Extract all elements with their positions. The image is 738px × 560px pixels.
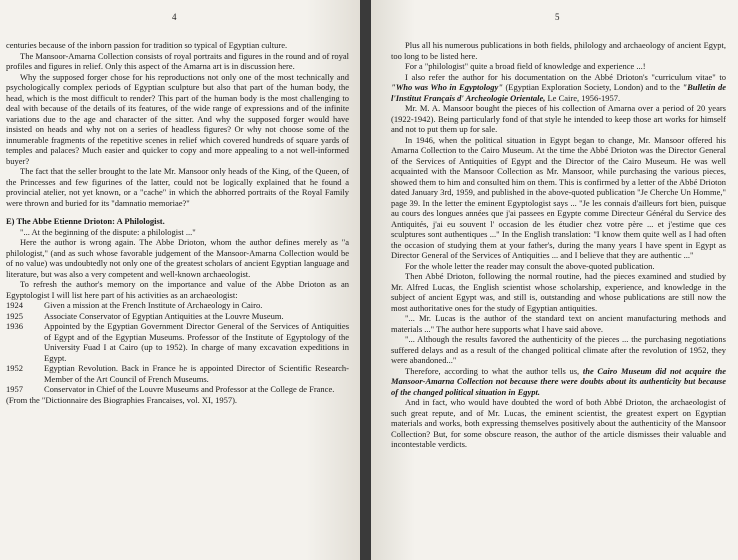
timeline-text: Appointed by the Egyptian Government Director General of the Services of Antiquities of Egypt and of the Egyptian Museums. Professor of the Institute of Egyptology of the University Fuad I at Cairo (up to 1952). In charge of many excavation expeditions in Egypt. — [44, 321, 349, 363]
text-run: (Egyptian Exploration Society, London) and to the — [502, 82, 683, 92]
emphasis: the Cairo Museum did not acquire the Mansoor-Amarna Collection not because there were doubts about its authenticity but because of the changed political situation in Egypt. — [391, 365, 726, 397]
timeline-row — [6, 321, 349, 363]
paragraph: Then Abbé Drioton, following the normal routine, had the pieces examined and studied by Mr. Alfred Lucas, the English scientist whose scholarship, experience, and knowledge in the subject of ancient Egypt was, and still is, outstanding and whose publications are still now the most authoritative ones for the study of Egyptian antiquities. — [391, 271, 726, 313]
timeline-text: Conservator in Chief of the Louvre Museums and Professor at the College de France. — [44, 384, 335, 394]
reference-title: "Bulletin de l'Institut Français d' Archeologie Orientale, — [391, 82, 726, 103]
page-number: 4 — [172, 12, 177, 22]
paragraph: In 1946, when the political situation in Egypt began to change, Mr. Mansoor offered his Amarna Collection to the Cairo Museum. At the time the Abbé Drioton was the Director General of the Services of Antiquities of Egypt and the Director of the Cairo Museum. He was well acquainted with the Mansoor Collection as Mr. Mansoor, while purchasing the various pieces, showed them to him and consulted him on them. This is confirmed by a letter of the Abbé Drioton dated January 3rd, 1959, and published in the above-quoted publication "Je Cherche Un Homme," page 39. In the letter the eminent Egyptologist says ... "Je les connais d'ailleurs fort bien, puisque au cours des longues années que j'ai passees en Egypte comme Directeur Général du Service des Antiquités, j'ai eu souvent l' occasion de les étudier chez votre père ... et j'estime que ces sculptures sont authentiques ..." In the English translation: "I know them quite well as I had often the occasion of studying them at your father's, during the many years I have spent in Egypt as Director General of the Services of Antiquities ... and I believe that they are authentic ..." — [391, 134, 726, 260]
paragraph: To refresh the author's memory on the importance and value of the Abbe Drioton as an Egyptologist I will list here part of his activities as an archaeologist: — [6, 279, 349, 300]
left-page — [0, 0, 360, 560]
timeline-row — [6, 363, 349, 384]
text-run: I also refer the author for his documentation on the Abbé Drioton's "curriculum vitae" to — [405, 71, 726, 82]
section-heading: E) The Abbe Etienne Drioton: A Philologist. — [6, 216, 165, 226]
paragraph: For the whole letter the reader may consult the above-quoted publication. — [405, 260, 655, 271]
timeline-year: 1957 — [6, 384, 23, 394]
quote: "... At the beginning of the dispute: a philologist ..." — [20, 226, 196, 237]
paragraph: And in fact, who would have doubted the word of both Abbé Drioton, the archaeologist of such great repute, and of Mr. Lucas, the eminent scientist, the greatest expert on Egyptian materials and works, both expressing themselves positively about the authenticity of the Mansoor Collection? But, for some obscure reason, the author of the article dismisses their valuable and incontestable verdicts. — [391, 397, 726, 449]
timeline-year: 1925 — [6, 310, 23, 321]
left-page-body — [6, 40, 349, 405]
timeline-year: 1924 — [6, 300, 23, 310]
book-gutter — [360, 0, 371, 560]
paragraph: Mr. M. A. Mansoor bought the pieces of his collection of Amarna over a period of 20 years (1922-1942). Being particularly fond of that style he intended to keep those art works for himself and not to put them up for sale. — [391, 103, 726, 134]
paragraph: For a "philologist" quite a broad field of knowledge and experience ...! — [405, 61, 646, 71]
right-page — [371, 0, 738, 560]
paragraph: Plus all his numerous publications in both fields, philology and archaeology of ancient Egypt, too long to be listed here. — [391, 40, 726, 61]
paragraph: The fact that the seller brought to the late Mr. Mansoor only heads of the King, of the Queen, of the Princesses and few figurines of the latter, could not be logically explained that he found a provincial atelier, not yet known, or a "cache" in which the abhorred portraits of the Royal Family were thrown and buried for its "damnatio memoriae?" — [6, 166, 349, 208]
quote: "... Mr. Lucas is the author of the standard text on ancient manufacturing methods and materials ..." The author here supports what I have said above. — [391, 313, 726, 334]
timeline-text: Egyptian Revolution. Back in France he is appointed Director of Scientific Research-Member of the Art Council of French Museums. — [44, 363, 349, 384]
timeline-text: Given a mission at the French Institute of Archaeology in Cairo. — [44, 300, 263, 310]
reference-title: "Who was Who in Egyptology" — [391, 82, 503, 92]
source-citation: (From the "Dictionnaire des Biographies Francaises, vol. XI, 1957). — [6, 394, 238, 405]
right-page-body — [391, 40, 726, 450]
timeline-row — [6, 384, 349, 395]
timeline-table — [6, 300, 349, 395]
timeline-year: 1952 — [6, 363, 23, 373]
paragraph: Why the supposed forger chose for his reproductions not only one of the most technically and psychologically complex periods of Egyptian sculpture but also that part of the human body, the head, which is the most difficult to render? This part of the human body is the most challenging to deal with because of the details of its features, of the wide range of expressions and of the infinite variations due to the age and character of the sitter. And why the supposed forger would have insisted on heads and why not on a series of headless figures? Or why not choose some of the innumerable fragments of the repetitive scenes in relief which covered hundreds of square yards of temples and palaces? Much easier and quicker to copy and more appealing to a not well-informed buyer? — [6, 71, 349, 166]
paragraph: centuries because of the inborn passion for tradition so typical of Egyptian culture. — [6, 40, 288, 50]
paragraph — [391, 72, 726, 104]
paragraph — [391, 366, 726, 398]
timeline-row — [6, 311, 349, 322]
page-number: 5 — [555, 12, 560, 22]
text-run: Le Caire, 1956-1957. — [545, 92, 621, 103]
paragraph: Here the author is wrong again. The Abbe Drioton, whom the author defines merely as "a philologist," (and as such whose favorable judgement of the Mansoor-Amarna Collection would be of no value) was undoubtedly not only one of the greatest scholars of ancient Egyptian language and literature, but was also a very competent and well-known archaeologist. — [6, 237, 349, 279]
timeline-text: Associate Conservator of Egyptian Antiquities at the Louvre Museum. — [44, 310, 284, 321]
quote: "... Although the results favored the authenticity of the pieces ... the purchasing negotiations suffered delays and as a result of the changed political climate after the revolution of 1952, they were abandoned..." — [391, 334, 726, 365]
text-run: Therefore, according to what the author tells us, — [405, 365, 583, 376]
timeline-row — [6, 300, 349, 311]
timeline-year: 1936 — [6, 321, 23, 331]
paragraph: The Mansoor-Amarna Collection consists of royal portraits and figures in the round and of royal profiles and figures in relief. Only this aspect of the Amarna art is in discussion here. — [6, 50, 349, 71]
